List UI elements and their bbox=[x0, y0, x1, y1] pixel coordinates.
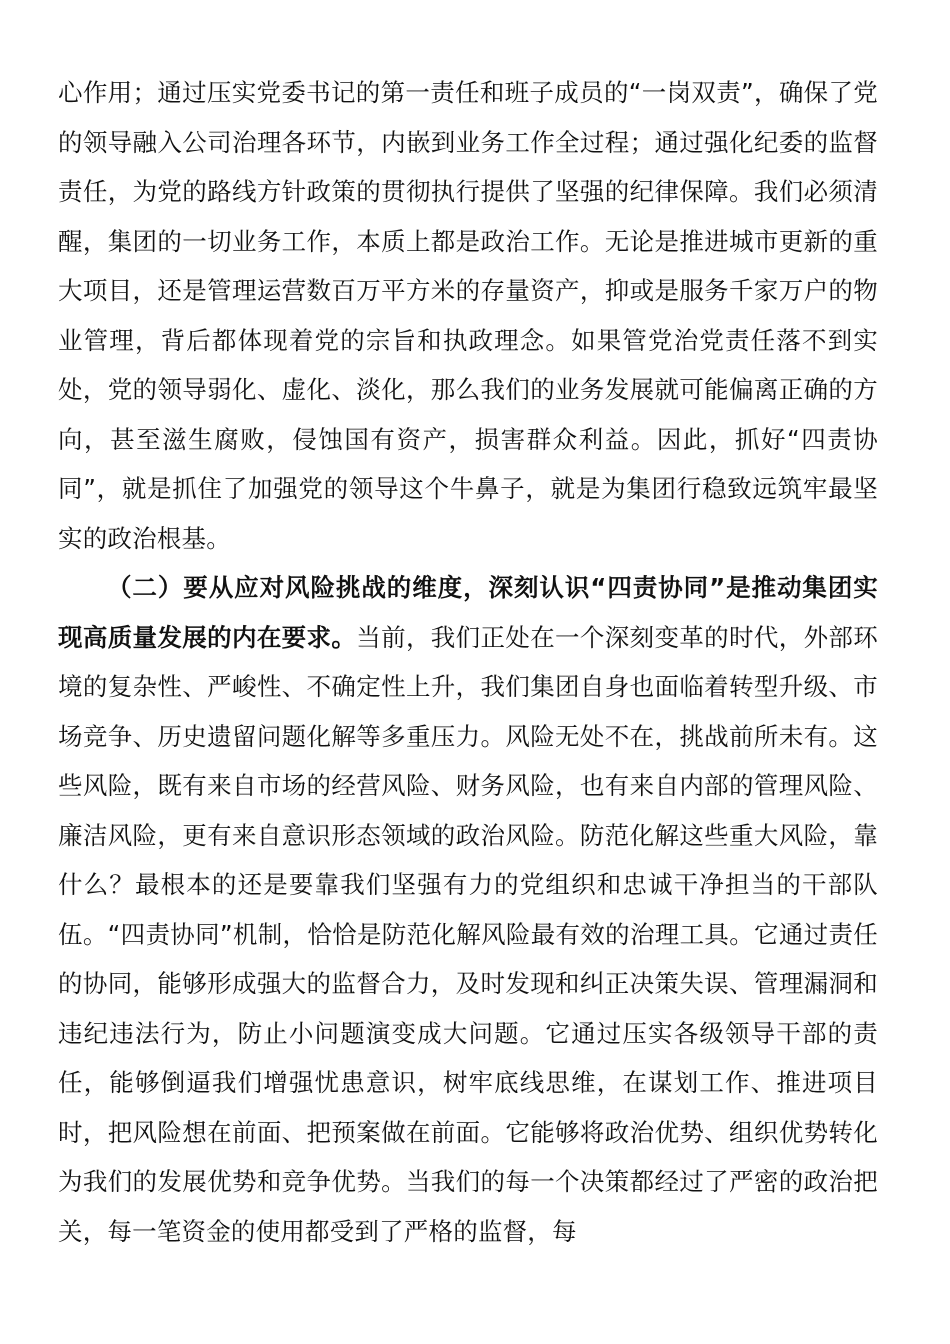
section-heading: （二）要从应对风险挑战的维度，深刻认识“四责协同”是推动集团实现高质量发展的内在要求。 bbox=[58, 573, 878, 652]
body-paragraph-1: 心作用；通过压实党委书记的第一责任和班子成员的“一岗双责”，确保了党的领导融入公司治理各环节，内嵌到业务工作全过程；通过强化纪委的监督责任，为党的路线方针政策的贯彻执行提供了坚强的纪律保障。我们必须清醒，集团的一切业务工作，本质上都是政治工作。无论是推进城市更新的重大项目，还是管理运营数百万平方米的存量资产，抑或是服务千家万户的物业管理，背后都体现着党的宗旨和执政理念。如果管党治党责任落不到实处，党的领导弱化、虚化、淡化，那么我们的业务发展就可能偏离正确的方向，甚至滋生腐败，侵蚀国有资产，损害群众利益。因此，抓好“四责协同”，就是抓住了加强党的领导这个牛鼻子，就是为集团行稳致远筑牢最坚实的政治根基。 bbox=[58, 78, 878, 553]
document-page bbox=[58, 68, 878, 1256]
body-paragraph-2 bbox=[58, 563, 878, 1256]
section-body-text: 当前，我们正处在一个深刻变革的时代，外部环境的复杂性、严峻性、不确定性上升，我们集团自身也面临着转型升级、市场竞争、历史遗留问题化解等多重压力。风险无处不在，挑战前所未有。这些风险，既有来自市场的经营风险、财务风险，也有来自内部的管理风险、廉洁风险，更有来自意识形态领域的政治风险。防范化解这些重大风险，靠什么？最根本的还是要靠我们坚强有力的党组织和忠诚干净担当的干部队伍。“四责协同”机制，恰恰是防范化解风险最有效的治理工具。它通过责任的协同，能够形成强大的监督合力，及时发现和纠正决策失误、管理漏洞和违纪违法行为，防止小问题演变成大问题。它通过压实各级领导干部的责任，能够倒逼我们增强忧患意识，树牢底线思维，在谋划工作、推进项目时，把风险想在前面、把预案做在前面。它能够将政治优势、组织优势转化为我们的发展优势和竞争优势。当我们的每一个决策都经过了严密的政治把关，每一笔资金的使用都受到了严格的监督，每 bbox=[58, 622, 878, 1246]
